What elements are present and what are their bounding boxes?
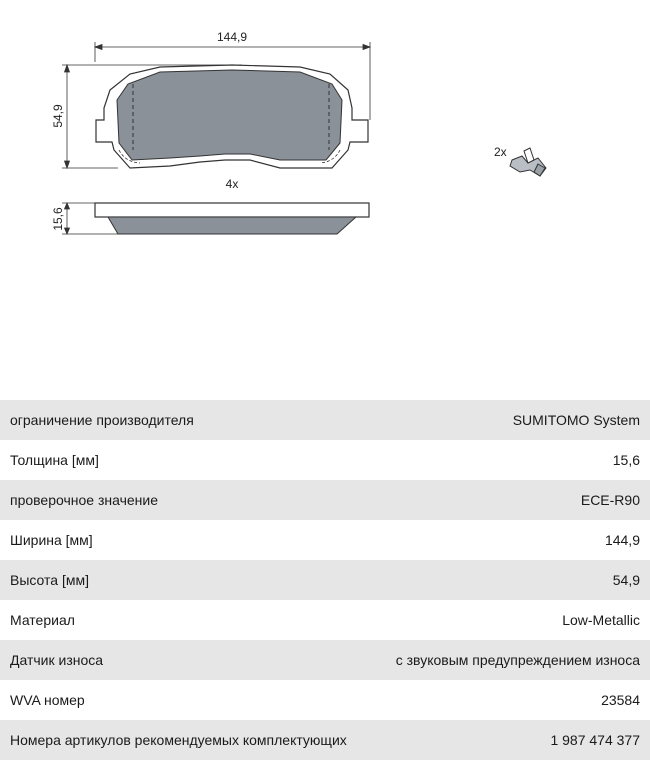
spec-value: 54,9 (612, 572, 640, 588)
spec-label: WVA номер (10, 692, 85, 708)
spec-value: с звуковым предупреждением износа (395, 652, 640, 668)
table-row (0, 680, 650, 720)
specs-table (0, 400, 650, 760)
width-dimension-label: 144,9 (216, 30, 248, 44)
spec-label: ограничение производителя (10, 412, 194, 428)
thickness-dimension-label: 15,6 (51, 207, 65, 231)
spec-label: Номера артикулов рекомендуемых комплектующих (10, 732, 347, 748)
clip-quantity-label: 2x (494, 145, 507, 159)
table-row (0, 480, 650, 520)
spec-value: 1 987 474 377 (550, 732, 640, 748)
spec-value: 15,6 (612, 452, 640, 468)
table-row (0, 520, 650, 560)
pad-quantity-label: 4x (225, 177, 239, 191)
spec-label: Датчик износа (10, 652, 104, 668)
brake-pad-front-view (96, 65, 368, 168)
spec-label: Толщина [мм] (10, 452, 99, 468)
spec-label: проверочное значение (10, 492, 159, 508)
spec-value: ECE-R90 (580, 492, 640, 508)
height-dimension-label: 54,9 (51, 104, 65, 128)
spec-label: Высота [мм] (10, 572, 89, 588)
spec-value: Low-Metallic (562, 612, 640, 628)
spec-value: 23584 (601, 692, 640, 708)
table-row (0, 600, 650, 640)
table-row (0, 400, 650, 440)
table-row (0, 640, 650, 680)
brake-pad-side-view (95, 203, 369, 234)
table-row (0, 720, 650, 760)
spec-label: Материал (10, 612, 75, 628)
table-row (0, 440, 650, 480)
table-row (0, 560, 650, 600)
clip-accessory-icon (510, 148, 546, 176)
spec-value: SUMITOMO System (512, 412, 640, 428)
spec-label: Ширина [мм] (10, 532, 93, 548)
spec-value: 144,9 (604, 532, 640, 548)
